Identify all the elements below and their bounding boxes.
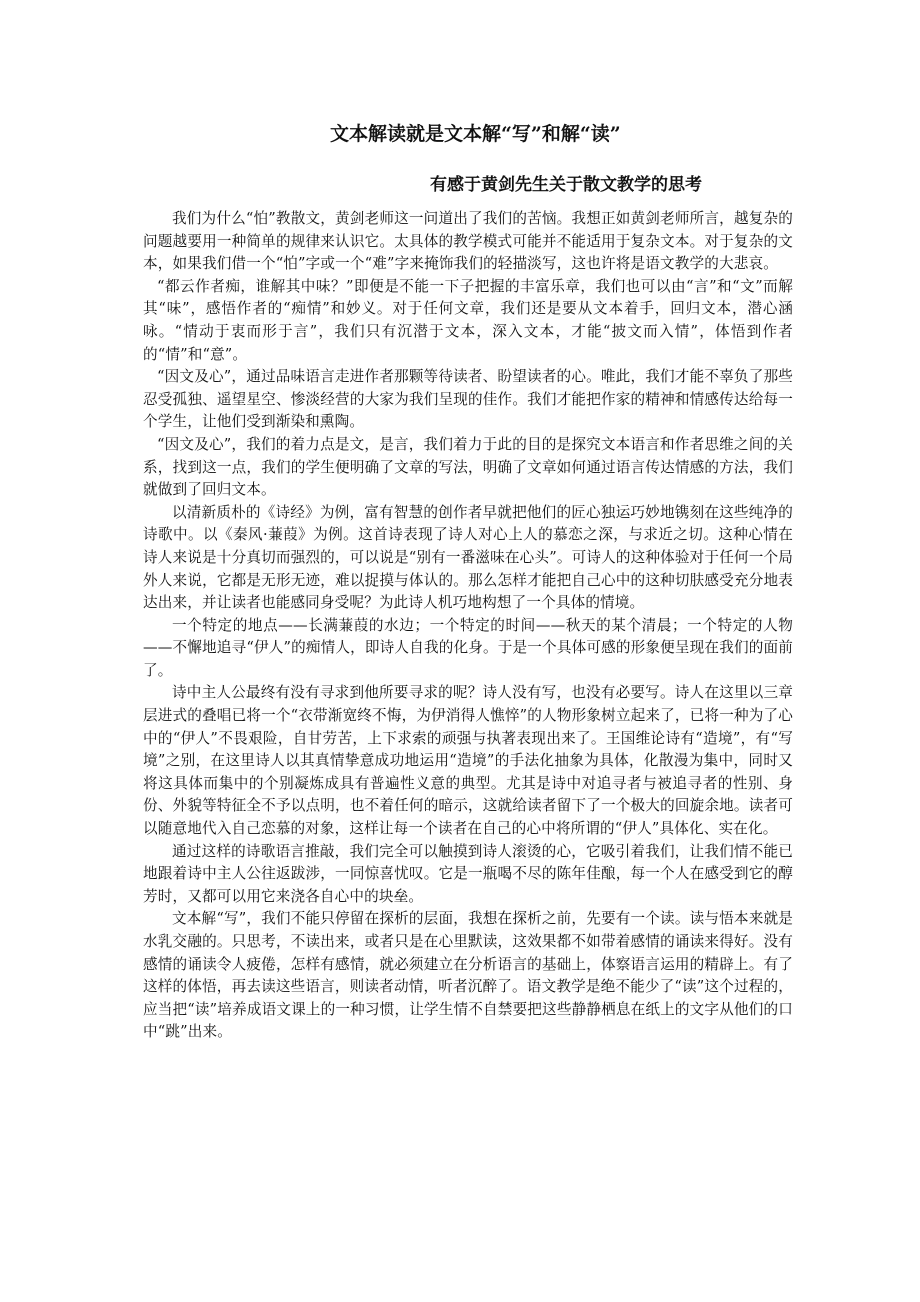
paragraph: 通过这样的诗歌语言推敲，我们完全可以触摸到诗人滚烫的心，它吸引着我们，让我们情不能已地跟着诗中主人公往返跋涉，一同惊喜忧叹。它是一瓶喝不尽的陈年佳酿，每一个人在感受到它的醇芳时，又都可以用它来浇各自心中的块垒。 [143,842,793,905]
document-title: 文本解读就是文本解“写”和解“读” [330,123,621,145]
paragraph: “因文及心”，我们的着力点是文，是言，我们着力于此的目的是探究文本语言和作者思维之间的关系，找到这一点，我们的学生便明确了文章的写法，明确了文章如何通过语言传达情感的方法，我们就做到了回归文本。 [143,435,793,499]
paragraph: 文本解“写”，我们不能只停留在探析的层面，我想在探析之前，先要有一个读。读与悟本来就是水乳交融的。只思考，不读出来，或者只是在心里默读，这效果都不如带着感情的诵读来得好。没有感情的诵读令人疲倦，怎样有感情，就必须建立在分析语言的基础上，体察语言运用的精辟上。有了这样的体悟，再去读这些语言，则读者动情，听者沉醉了。语文教学是绝不能少了“读”这个过程的，应当把“读”培养成语文课上的一种习惯，让学生情不自禁要把这些静静栖息在纸上的文字从他们的口中“跳”出来。 [143,910,793,1041]
paragraph: “因文及心”，通过品味语言走进作者那颗等待读者、盼望读者的心。唯此，我们才能不辜负了那些忍受孤独、遥望星空、惨淡经营的大家为我们呈现的佳作。我们才能把作家的精神和情感传达给每一个学生，让他们受到渐染和熏陶。 [143,368,793,431]
paragraph: 以清新质朴的《诗经》为例，富有智慧的创作者早就把他们的匠心独运巧妙地镌刻在这些纯净的诗歌中。以《秦风·蒹葭》为例。这首诗表现了诗人对心上人的慕恋之深，与求近之切。这种心情在诗人来说是十分真切而强烈的，可以说是“别有一番滋味在心头”。可诗人的这种体验对于任何一个局外人来说，它都是无形无迹，难以捉摸与体认的。那么怎样才能把自己心中的这种切肤感受充分地表达出来，并让读者也能感同身受呢？为此诗人机巧地构想了一个具体的情境。 [143,503,793,612]
paragraph: 我们为什么“怕”教散文，黄剑老师这一问道出了我们的苦恼。我想正如黄剑老师所言，越复杂的问题越要用一种简单的规律来认识它。太具体的教学模式可能并不能适用于复杂文本。对于复杂的文本，如果我们借一个“怕”字或一个“难”字来掩饰我们的轻描淡写，这也许将是语文教学的大悲哀。 [143,210,794,273]
document-subtitle: 有感于黄剑先生关于散文教学的思考 [430,175,702,195]
paragraph: 诗中主人公最终有没有寻求到他所要寻求的呢？诗人没有写，也没有必要写。诗人在这里以三章层进式的叠唱已将一个“衣带渐宽终不悔，为伊消得人憔悴”的人物形象树立起来了，已将一种为了心中的“伊人”不畏艰险，自甘劳苦，上下求索的顽强与执著表现出来了。王国维论诗有“造境”，有“写境”之别，在这里诗人以其真情挚意成功地运用“造境”的手法化抽象为具体，化散漫为集中，同时又将这具体而集中的个别凝炼成具有普遍性义意的典型。尤其是诗中对追寻者与被追寻者的性别、身份、外貌等特征全不予以点明，也不着任何的暗示，这就给读者留下了一个极大的回旋余地。读者可以随意地代入自己恋慕的对象，这样让每一个读者在自己的心中将所谓的“伊人”具体化、实在化。 [143,684,793,838]
paragraph: 一个特定的地点——长满蒹葭的水边；一个特定的时间——秋天的某个清晨；一个特定的人物——不懈地追寻“伊人”的痴情人，即诗人自我的化身。于是一个具体可感的形象便呈现在我们的面前了。 [143,616,793,679]
document-body [143,208,793,1044]
paragraph: “都云作者痴，谁解其中味？”即便是不能一下子把握的丰富乐章，我们也可以由“言”和“文”而解其“味”，感悟作者的“痴情”和妙义。对于任何文章，我们还是要从文本着手，回归文本，潜心涵咏。“情动于衷而形于言”，我们只有沉潜于文本，深入文本，才能“披文而入情”，体悟到作者的“情”和“意”。 [143,277,793,363]
